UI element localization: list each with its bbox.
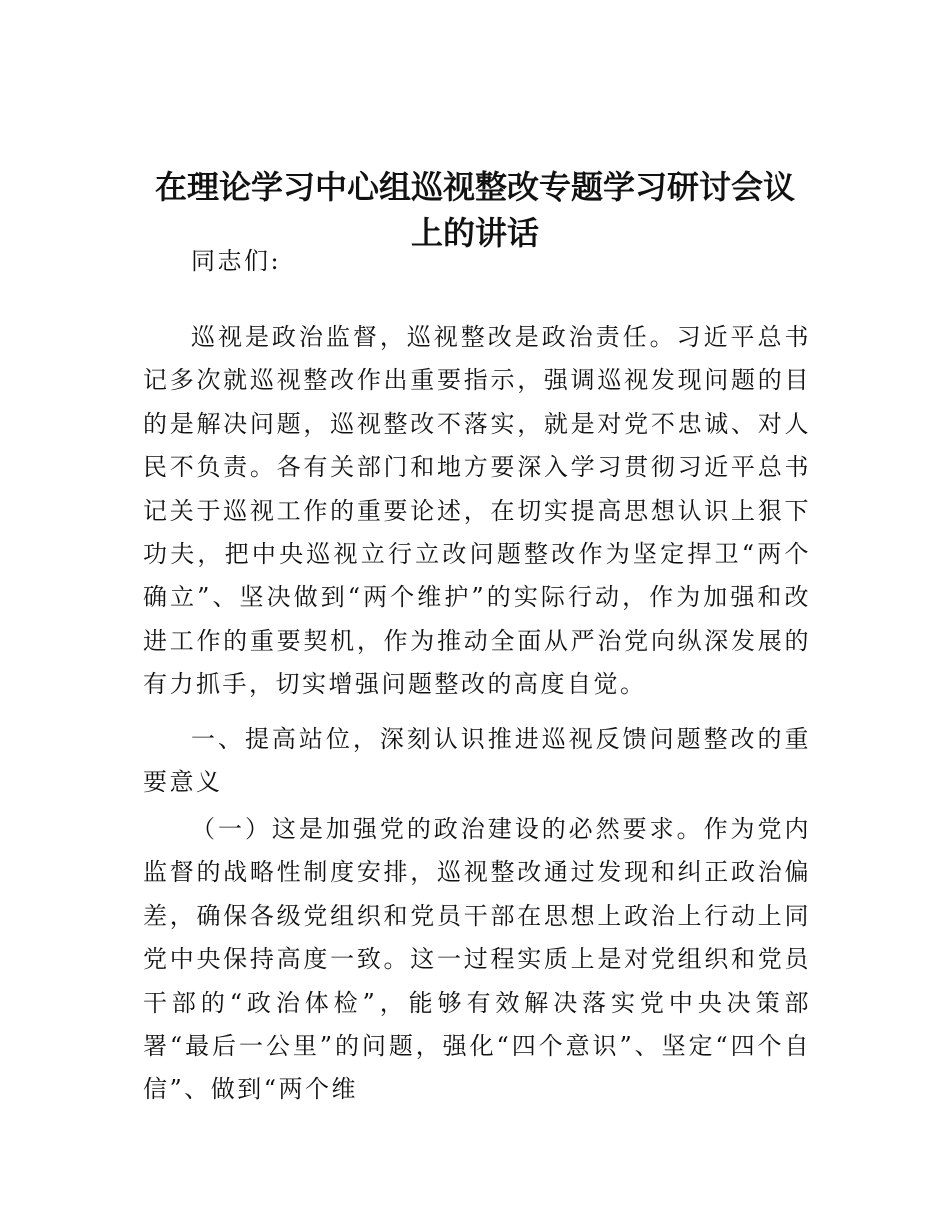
document-title-line-1: 在理论学习中心组巡视整改专题学习研讨会议 xyxy=(154,168,795,206)
intro-paragraph: 巡视是政治监督，巡视整改是政治责任。习近平总书记多次就巡视整改作出重要指示，强调巡视发现问题的目的是解决问题，巡视整改不落实，就是对党不忠诚、对人民不负责。各有关部门和地方要深入学习贯彻习近平总书记关于巡视工作的重要论述，在切实提高思想认识上狠下功夫，把中央巡视立行立改问题整改作为坚定捍卫“两个确立”、坚决做到“两个维护”的实际行动，作为加强和改进工作的重要契机，作为推动全面从严治党向纵深发展的有力抓手，切实增强问题整改的高度自觉。 xyxy=(143,323,811,699)
section-1-heading: 一、提高站位，深刻认识推进巡视反馈问题整改的重要意义 xyxy=(143,725,811,797)
document-title-line-2: 上的讲话 xyxy=(410,214,539,252)
salutation: 同志们: xyxy=(191,247,282,275)
subsection-1-paragraph: （一）这是加强党的政治建设的必然要求。作为党内监督的战略性制度安排，巡视整改通过发现和纠正政治偏差，确保各级党组织和党员干部在思想上政治上行动上同党中央保持高度一致。这一过程实质上是对党组织和党员干部的“政治体检”，能够有效解决落实党中央决策部署“最后一公里”的问题，强化“四个意识”、坚定“四个自信”、做到“两个维 xyxy=(143,815,811,1104)
